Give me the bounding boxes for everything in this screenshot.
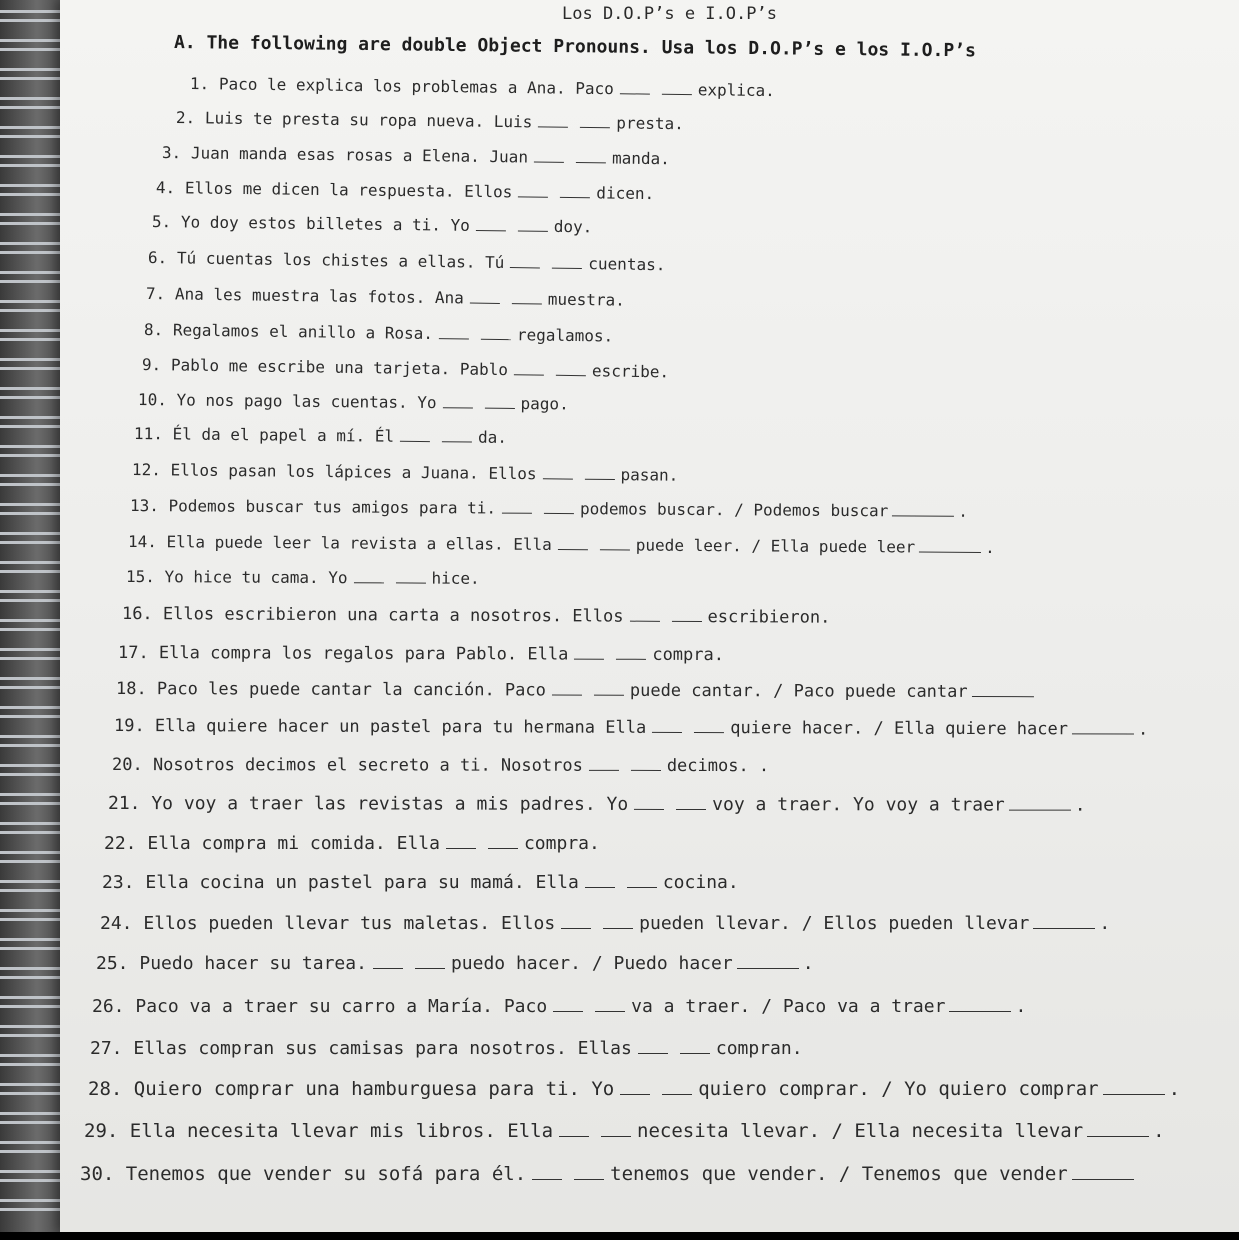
answer-blank[interactable] — [662, 78, 692, 95]
attached-pronoun-blank[interactable] — [1072, 716, 1134, 734]
item-completion: va a traer. / Paco va a traer — [631, 996, 946, 1017]
item-completion: puedo hacer. / Puedo hacer — [450, 953, 733, 974]
exercise-item — [100, 910, 1110, 934]
item-sentence: Luis te presta su ropa nueva. Luis — [204, 108, 533, 132]
item-number: 3. — [161, 143, 192, 163]
item-sentence: Ella cocina un pastel para su mamá. Ella — [145, 872, 579, 893]
answer-blank[interactable] — [627, 869, 657, 888]
exercise-item — [92, 993, 1026, 1017]
bottom-edge — [0, 1232, 1239, 1240]
answer-blank[interactable] — [558, 533, 588, 550]
item-number: 9. — [141, 355, 172, 375]
item-sentence: Podemos buscar tus amigos para ti. — [168, 496, 497, 518]
item-period: . — [1099, 913, 1111, 934]
attached-pronoun-blank[interactable] — [1087, 1117, 1149, 1137]
item-completion: podemos buscar. / Podemos buscar — [579, 499, 889, 521]
answer-blank[interactable] — [603, 910, 633, 929]
answer-blank[interactable] — [534, 146, 564, 163]
answer-blank[interactable] — [694, 715, 724, 733]
attached-pronoun-blank[interactable] — [1103, 1075, 1165, 1095]
item-sentence: Ella necesita llevar mis libros. Ella — [129, 1120, 554, 1142]
answer-blank[interactable] — [631, 753, 661, 771]
answer-blank[interactable] — [439, 322, 469, 339]
attached-pronoun-blank[interactable] — [737, 950, 799, 969]
item-completion: necesita llevar. / Ella necesita llevar — [637, 1120, 1084, 1142]
item-number: 12. — [131, 460, 171, 480]
item-sentence: Ellas compran sus camisas para nosotros. Ellas — [133, 1038, 632, 1059]
item-completion: quiere hacer. / Ella quiere hacer — [730, 718, 1069, 740]
item-number: 10. — [137, 390, 177, 410]
item-completion: explica. — [697, 80, 775, 101]
answer-blank[interactable] — [518, 214, 548, 231]
item-completion: cocina. — [662, 872, 739, 893]
answer-blank[interactable] — [559, 1117, 589, 1137]
item-sentence: Ellos me dicen la respuesta. Ellos — [184, 178, 513, 202]
item-number: 15. — [125, 567, 165, 587]
answer-blank[interactable] — [629, 604, 659, 622]
answer-blank[interactable] — [662, 1075, 692, 1095]
answer-blank[interactable] — [553, 993, 583, 1012]
item-completion: compra. — [523, 833, 600, 854]
item-number: 21. — [107, 793, 152, 815]
answer-blank[interactable] — [680, 1035, 710, 1054]
answer-blank[interactable] — [620, 77, 650, 94]
exercise-item — [122, 601, 830, 628]
item-sentence: Paco va a traer su carro a María. Paco — [135, 996, 548, 1017]
item-completion: dicen. — [596, 183, 655, 204]
item-sentence: Yo voy a traer las revistas a mis padres. Yo — [151, 793, 629, 815]
exercise-item — [104, 830, 600, 854]
item-completion: cuentas. — [588, 254, 666, 275]
item-sentence: Ellos pasan los lápices a Juana. Ellos — [170, 460, 537, 484]
item-sentence: Ella puede leer la revista a ellas. Ella — [166, 532, 552, 554]
answer-blank[interactable] — [532, 1160, 562, 1180]
item-number: 26. — [92, 996, 136, 1017]
answer-blank[interactable] — [502, 497, 532, 514]
answer-blank[interactable] — [634, 791, 664, 810]
item-completion: decimos. . — [666, 755, 770, 777]
item-period: . — [1153, 1120, 1165, 1142]
attached-pronoun-blank[interactable] — [1072, 1160, 1134, 1180]
answer-blank[interactable] — [600, 533, 630, 550]
exercise-item — [88, 1075, 1180, 1100]
item-completion: regalamos. — [516, 325, 614, 346]
answer-blank[interactable] — [538, 110, 568, 127]
item-completion: manda. — [611, 148, 670, 169]
item-completion: compra. — [652, 644, 725, 666]
answer-blank[interactable] — [561, 910, 591, 929]
item-completion: pueden llevar. / Ellos pueden llevar — [639, 913, 1030, 934]
item-period: . — [1137, 719, 1149, 740]
item-number: 19. — [113, 716, 155, 737]
answer-blank[interactable] — [544, 497, 574, 514]
item-sentence: Ella quiere hacer un pastel para tu hermana Ella — [154, 716, 647, 738]
item-number: 17. — [117, 643, 159, 664]
section-heading: A. The following are double Object Pronouns. Usa los D.O.P’s e los I.O.P’s — [173, 32, 977, 62]
answer-blank[interactable] — [584, 463, 614, 480]
answer-blank[interactable] — [552, 678, 582, 696]
item-number: 27. — [90, 1038, 134, 1059]
answer-blank[interactable] — [415, 950, 445, 969]
exercise-item — [96, 950, 814, 974]
answer-blank[interactable] — [595, 993, 625, 1012]
answer-blank[interactable] — [594, 678, 624, 696]
attached-pronoun-blank[interactable] — [949, 993, 1011, 1012]
item-number: 16. — [121, 604, 163, 625]
attached-pronoun-blank[interactable] — [1033, 910, 1095, 929]
item-sentence: Ana les muestra las fotos. Ana — [174, 284, 464, 308]
item-number: 30. — [80, 1163, 126, 1185]
answer-blank[interactable] — [396, 566, 426, 583]
item-number: 29. — [84, 1120, 130, 1142]
item-number: 20. — [111, 755, 153, 776]
item-number: 18. — [115, 679, 157, 700]
answer-blank[interactable] — [585, 869, 615, 888]
item-sentence: Pablo me escribe una tarjeta. Pablo — [170, 355, 509, 380]
exercise-item — [80, 1160, 1138, 1185]
item-number: 5. — [151, 212, 182, 232]
answer-blank[interactable] — [514, 358, 544, 375]
item-sentence: Ella compra mi comida. Ella — [147, 833, 440, 854]
answer-blank[interactable] — [580, 111, 610, 128]
answer-blank[interactable] — [373, 950, 403, 969]
answer-blank[interactable] — [510, 251, 540, 268]
item-period: . — [1074, 794, 1086, 816]
exercise-item — [114, 713, 1148, 740]
item-number: 2. — [175, 108, 206, 128]
answer-blank[interactable] — [443, 391, 473, 408]
exercise-item — [126, 565, 480, 588]
answer-blank[interactable] — [652, 715, 682, 733]
item-number: 13. — [129, 496, 169, 516]
answer-blank[interactable] — [638, 1035, 668, 1054]
item-number: 22. — [104, 833, 148, 854]
answer-blank[interactable] — [574, 1160, 604, 1180]
item-sentence: Él da el papel a mí. Él — [172, 424, 395, 446]
exercise-item — [118, 640, 724, 665]
exercise-item — [108, 790, 1086, 816]
item-number: 14. — [127, 532, 167, 552]
item-number: 7. — [145, 284, 176, 304]
item-completion: quiero comprar. / Yo quiero comprar — [698, 1078, 1099, 1100]
item-completion: muestra. — [547, 289, 626, 310]
item-completion: escribieron. — [707, 607, 831, 628]
item-number: 4. — [155, 178, 186, 198]
exercise-item — [90, 1035, 803, 1059]
item-completion: voy a traer. Yo voy a traer — [712, 794, 1005, 816]
item-completion: presta. — [616, 113, 684, 134]
item-sentence: Paco les puede cantar la canción. Paco — [156, 679, 546, 701]
attached-pronoun-blank[interactable] — [972, 679, 1034, 697]
answer-blank[interactable] — [601, 1117, 631, 1137]
answer-blank[interactable] — [442, 425, 472, 442]
item-period: . — [1015, 996, 1027, 1017]
answer-blank[interactable] — [518, 180, 548, 197]
item-number: 23. — [102, 872, 146, 893]
attached-pronoun-blank[interactable] — [1009, 792, 1071, 811]
item-sentence: Paco le explica los problemas a Ana. Paco — [218, 74, 614, 99]
answer-blank[interactable] — [589, 753, 619, 771]
item-completion: puede cantar. / Paco puede cantar — [629, 680, 968, 702]
item-sentence: Quiero comprar una hamburguesa para ti. Yo — [133, 1078, 615, 1100]
answer-blank[interactable] — [574, 642, 604, 660]
attached-pronoun-blank[interactable] — [892, 499, 954, 516]
item-completion: escribe. — [591, 361, 670, 382]
answer-blank[interactable] — [488, 830, 518, 849]
item-number: 11. — [133, 424, 173, 444]
attached-pronoun-blank[interactable] — [919, 536, 981, 553]
item-number: 8. — [143, 320, 174, 340]
item-period: . — [1168, 1078, 1181, 1100]
answer-blank[interactable] — [476, 214, 506, 231]
item-number: 1. — [189, 74, 220, 94]
exercise-item — [102, 869, 739, 893]
exercise-item — [84, 1117, 1165, 1142]
exercise-item — [138, 388, 569, 414]
item-sentence: Yo nos pago las cuentas. Yo — [176, 390, 437, 413]
answer-blank[interactable] — [354, 566, 384, 583]
item-completion: tenemos que vender. / Tenemos que vender — [610, 1163, 1068, 1185]
item-sentence: Regalamos el anillo a Rosa. — [172, 320, 434, 344]
item-completion: doy. — [553, 216, 593, 237]
item-sentence: Ella compra los regalos para Pablo. Ella — [158, 643, 569, 665]
answer-blank[interactable] — [485, 392, 515, 409]
item-number: 28. — [88, 1078, 134, 1100]
answer-blank[interactable] — [560, 181, 590, 198]
answer-blank[interactable] — [671, 604, 701, 622]
exercise-item — [134, 422, 507, 447]
item-sentence: Tenemos que vender su sofá para él. — [125, 1163, 527, 1185]
item-period: . — [802, 953, 814, 974]
answer-blank[interactable] — [620, 1075, 650, 1095]
page-title: Los D.O.P’s e I.O.P’s — [562, 4, 777, 24]
item-period: . — [985, 537, 995, 558]
item-number: 24. — [100, 913, 144, 934]
item-sentence: Puedo hacer su tarea. — [139, 953, 367, 974]
item-sentence: Ellos escribieron una carta a nosotros. Ellos — [162, 604, 624, 627]
answer-blank[interactable] — [446, 830, 476, 849]
answer-blank[interactable] — [400, 425, 430, 442]
item-completion: da. — [477, 427, 508, 447]
item-period: . — [958, 501, 968, 521]
item-completion: compran. — [715, 1038, 803, 1059]
answer-blank[interactable] — [576, 146, 606, 163]
item-sentence: Ellos pueden llevar tus maletas. Ellos — [143, 913, 556, 934]
item-completion: puede leer. / Ella puede leer — [635, 535, 916, 557]
answer-blank[interactable] — [481, 323, 511, 340]
item-completion: hice. — [431, 568, 480, 588]
item-sentence: Nosotros decimos el secreto a ti. Nosotros — [152, 755, 583, 776]
answer-blank[interactable] — [512, 287, 542, 304]
answer-blank[interactable] — [470, 287, 500, 304]
answer-blank[interactable] — [542, 462, 572, 479]
answer-blank[interactable] — [556, 359, 586, 376]
item-number: 6. — [147, 248, 178, 268]
item-sentence: Yo doy estos billetes a ti. Yo — [180, 212, 470, 235]
answer-blank[interactable] — [676, 791, 706, 810]
item-completion: pasan. — [620, 465, 679, 485]
item-completion: pago. — [520, 394, 569, 414]
answer-blank[interactable] — [552, 252, 582, 269]
item-sentence: Tú cuentas los chistes a ellas. Tú — [176, 248, 505, 272]
item-sentence: Yo hice tu cama. Yo — [164, 567, 348, 588]
answer-blank[interactable] — [616, 642, 646, 660]
exercise-item — [112, 752, 769, 776]
item-number: 25. — [96, 953, 140, 974]
item-sentence: Juan manda esas rosas a Elena. Juan — [190, 143, 529, 167]
exercise-item — [116, 676, 1038, 702]
